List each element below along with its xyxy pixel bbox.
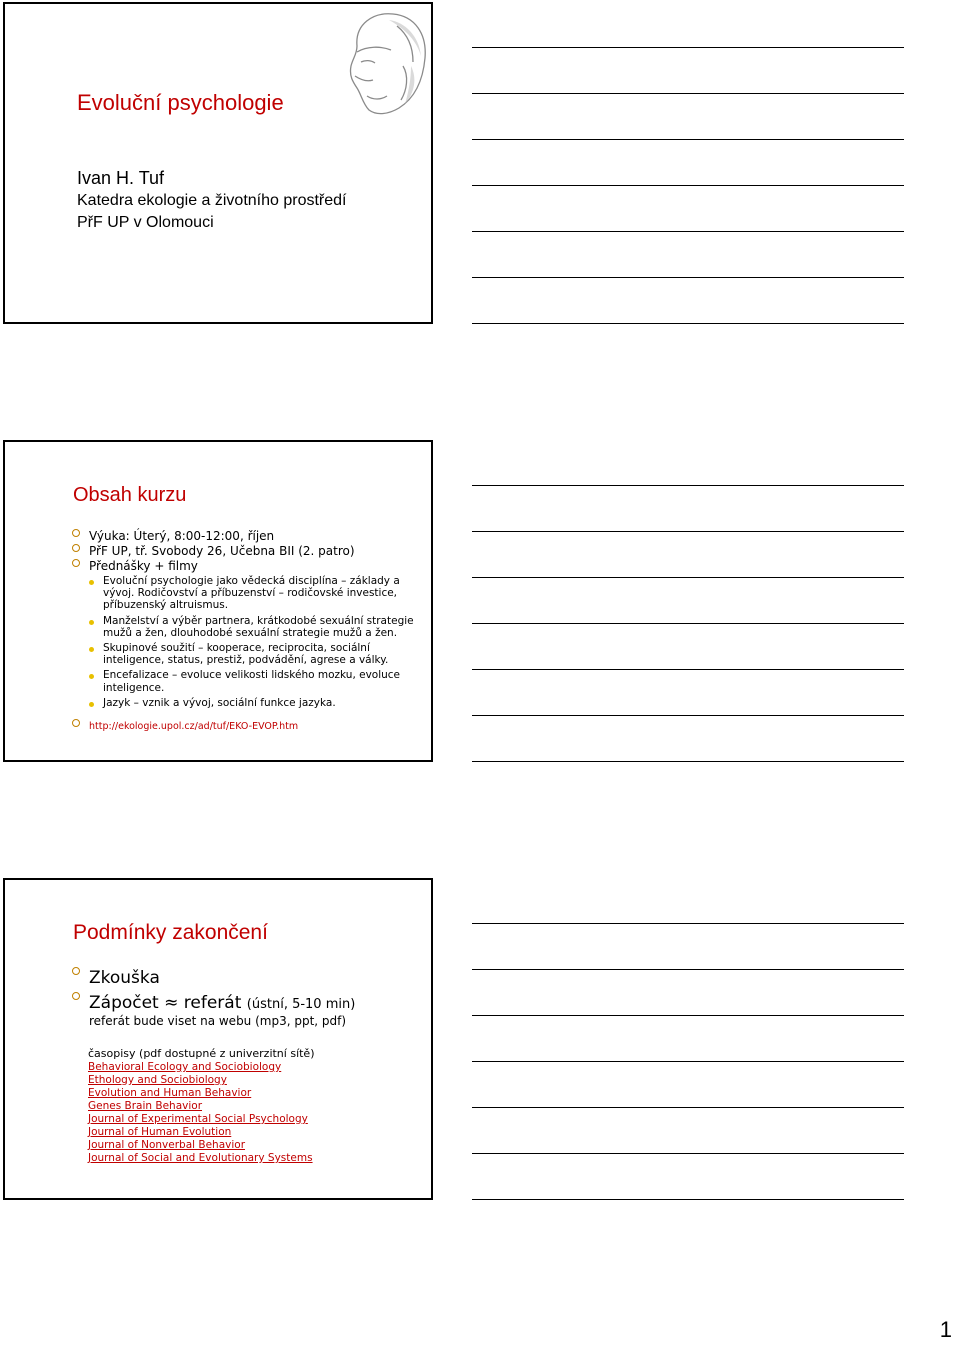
slide-3-title: Podmínky zakončení (73, 921, 268, 944)
slide-1 (3, 2, 433, 324)
note-line (472, 969, 904, 970)
list-item (71, 992, 421, 1016)
journal-link[interactable]: Evolution and Human Behavior (88, 1087, 252, 1099)
journal-link[interactable]: Journal of Social and Evolutionary Systems (88, 1152, 313, 1164)
journal-item (88, 1087, 313, 1100)
note-line (472, 531, 904, 532)
course-info-list (71, 529, 421, 734)
journal-item (88, 1139, 313, 1152)
journals-list (88, 1061, 313, 1165)
slide-1-title: Evoluční psychologie (77, 90, 284, 115)
course-website-link[interactable]: http://ekologie.upol.cz/ad/tuf/EKO-EVOP.htm (89, 721, 299, 733)
note-line (472, 1199, 904, 1200)
hominid-skull-sketch-icon (327, 6, 433, 122)
list-item (71, 559, 421, 709)
note-line (472, 277, 904, 278)
topic-text: Jazyk – vznik a vývoj, sociální funkce jazyka. (103, 696, 336, 709)
slide-3 (3, 878, 433, 1200)
author-name: Ivan H. Tuf (77, 168, 165, 188)
page-number: 1 (939, 1317, 952, 1342)
topic-item (89, 697, 421, 709)
list-item (71, 967, 421, 989)
journal-item (88, 1061, 313, 1074)
requirements-list (71, 967, 421, 1016)
journal-link[interactable]: Journal of Nonverbal Behavior (88, 1139, 246, 1151)
list-item (71, 719, 421, 734)
journal-item (88, 1152, 313, 1165)
course-location: PřF UP, tř. Svobody 26, Učebna BII (2. patro) (89, 544, 355, 558)
note-line (472, 47, 904, 48)
note-line (472, 485, 904, 486)
journal-link[interactable]: Behavioral Ecology and Sociobiology (88, 1061, 282, 1073)
faculty-name: PřF UP v Olomouci (77, 214, 214, 231)
slide-2 (3, 440, 433, 762)
topic-text: Encefalizace – evoluce velikosti lidského mozku, evoluce inteligence. (103, 669, 401, 694)
journals-intro: časopisy (pdf dostupné z univerzitní sítě) (88, 1047, 315, 1060)
credit-label: Zápočet ≈ referát (89, 993, 242, 1013)
note-line (472, 1107, 904, 1108)
topic-item (89, 615, 421, 639)
topic-item (89, 575, 421, 612)
note-line (472, 761, 904, 762)
department-name: Katedra ekologie a životního prostředí (77, 192, 347, 209)
journal-link[interactable]: Journal of Experimental Social Psychology (88, 1113, 308, 1125)
note-line (472, 623, 904, 624)
journal-link[interactable]: Genes Brain Behavior (88, 1100, 203, 1112)
list-item (71, 529, 421, 544)
note-line (472, 1015, 904, 1016)
list-item (71, 544, 421, 559)
topic-item (89, 642, 421, 666)
note-line (472, 323, 904, 324)
journal-link[interactable]: Ethology and Sociobiology (88, 1074, 227, 1086)
course-format: Přednášky + filmy (89, 559, 198, 573)
note-line (472, 231, 904, 232)
note-line (472, 1061, 904, 1062)
topic-text: Manželství a výběr partnera, krátkodobé sexuální strategie mužů a žen, dlouhodobé sexuální strategie mužů a žen. (103, 614, 414, 639)
topic-text: Evoluční psychologie jako vědecká disciplína – základy a vývoj. Rodičovství a příbuzenství – rodičovské investice, příbuzenský altruismus. (103, 575, 400, 612)
note-line (472, 139, 904, 140)
journal-item (88, 1126, 313, 1139)
lecture-topics-list (89, 575, 421, 709)
journal-item (88, 1074, 313, 1087)
report-note: referát bude viset na webu (mp3, ppt, pdf) (89, 1014, 347, 1028)
credit-detail: (ústní, 5-10 min) (246, 997, 356, 1012)
exam-label: Zkouška (89, 968, 160, 988)
slide-2-title: Obsah kurzu (73, 484, 187, 506)
note-line (472, 669, 904, 670)
note-line (472, 923, 904, 924)
topic-text: Skupinové soužití – kooperace, reciprocita, sociální inteligence, status, prestiž, podvádění, agrese a války. (103, 642, 389, 667)
note-line (472, 577, 904, 578)
note-line (472, 185, 904, 186)
course-time: Výuka: Úterý, 8:00-12:00, říjen (89, 529, 275, 543)
note-line (472, 1153, 904, 1154)
journal-link[interactable]: Journal of Human Evolution (88, 1126, 232, 1138)
note-line (472, 715, 904, 716)
topic-item (89, 669, 421, 693)
journal-item (88, 1113, 313, 1126)
journal-item (88, 1100, 313, 1113)
note-line (472, 93, 904, 94)
